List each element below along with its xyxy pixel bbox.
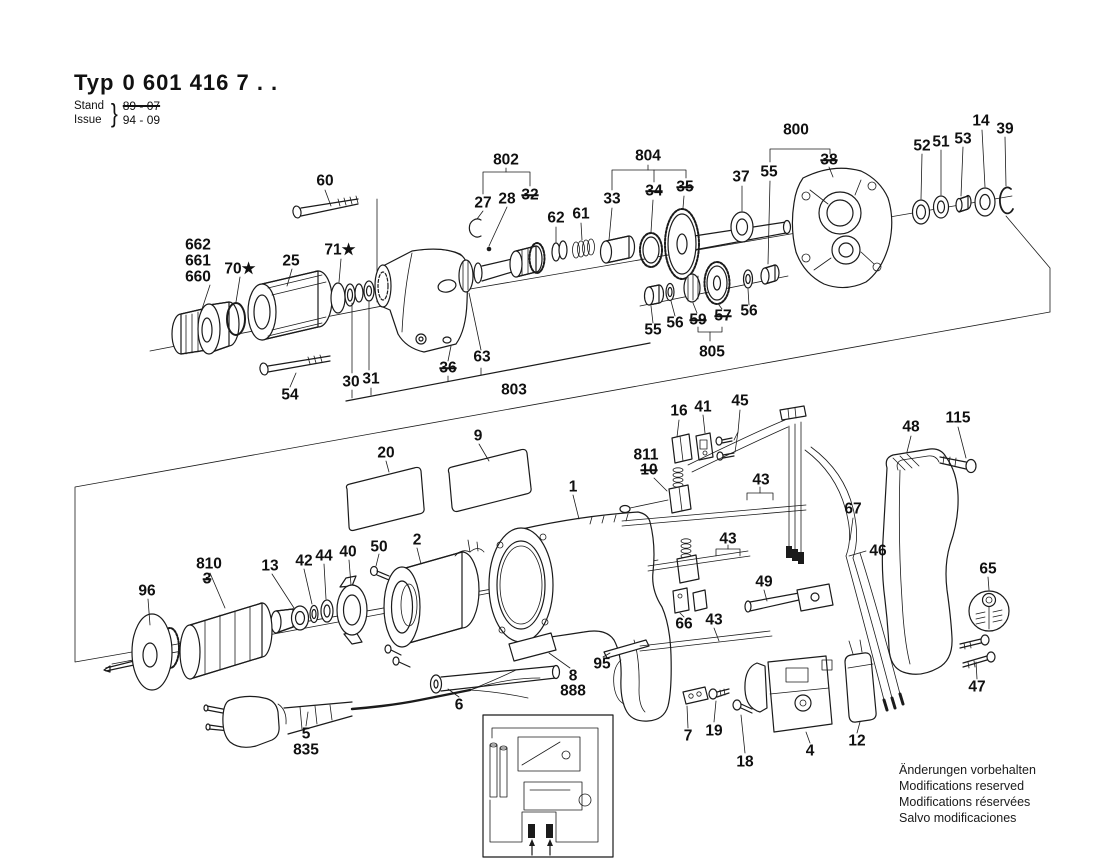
part-callout: 60 [316,172,334,190]
part-callout: 888 [560,682,586,700]
part-callout: 19 [705,722,723,740]
stand-label: Stand [74,100,105,112]
bracket-800 [770,149,830,162]
issue-label: Issue [74,114,102,126]
part-callout: 54 [281,386,299,404]
notice-line-en: Modifications reserved [899,779,1025,793]
part-callout: 1 [568,478,578,496]
part-callout: 53 [954,130,972,148]
part-callout: 9 [473,427,483,445]
part-callout: 33 [603,190,621,208]
stator-2 [384,540,484,667]
part-callout: 31 [362,370,380,388]
doc-header [74,70,278,127]
bearing-37 [731,186,753,242]
part-callout: 34 [645,182,663,200]
part-callout: 804 [635,147,661,165]
part-callout: 43 [705,611,723,629]
notice-line-de: Änderungen vorbehalten [899,763,1036,777]
brace-glyph: } [110,98,118,128]
part-callout: 45 [731,392,749,410]
part-callout: 49 [755,573,773,591]
part-callout: 50 [370,538,388,556]
part-callout: 62 [547,209,565,227]
part-callout: 39 [996,120,1014,138]
brackets-802-804 [483,165,686,194]
part-callout: 47 [968,678,986,696]
part-callout: 56 [740,302,758,320]
spindle-shaft [459,243,545,292]
part-callout: 6 [454,696,464,714]
part-callout: 18 [736,753,754,771]
notice-line-fr: Modifications réservées [899,795,1031,809]
bearing-bracket-40 [337,554,389,644]
part-callout: 67 [844,500,862,518]
intermediate-gear-shaft [645,262,753,341]
brush-holder-16-41-45 [672,410,740,463]
motor-housing-1 [489,495,671,721]
part-callout: 48 [902,418,920,436]
part-callout: 28 [498,190,516,208]
part-callout: 14 [972,112,990,130]
part-callout: 802 [493,151,519,169]
part-callout: 61 [572,205,590,223]
plate-9 [448,444,531,512]
part-callout: 37 [732,168,750,186]
part-callout: 660 [185,268,211,286]
roller-55 [761,181,779,284]
part-callout: 800 [783,121,809,139]
part-callout: 57 [714,307,732,325]
part-callout: 95 [593,655,611,673]
badge-65 [969,577,1009,631]
part-callout: 63 [473,348,491,366]
type-label: Typ [74,70,115,95]
lock-lever-49 [745,584,833,612]
part-callout: 25 [282,252,300,270]
terminal-7-screws [683,687,752,753]
part-callout: 662 [185,236,211,254]
part-callout: 115 [945,409,971,427]
part-callout: 803 [501,381,527,399]
wiring-inset [483,715,613,857]
capacitor-12 [845,640,876,733]
plate-20 [346,461,424,531]
part-callout: 40 [339,543,357,561]
screw-54 [259,355,330,387]
part-callout: 4 [805,742,815,760]
part-callout: 71★ [324,241,356,259]
part-callout: 59 [689,311,707,329]
washers-62-61 [552,223,595,261]
chuck-collar-660 [172,285,239,354]
part-callout: 43 [719,530,737,548]
end-plate-38 [792,167,891,288]
part-callout: 66 [675,615,693,633]
type-title [74,70,278,96]
parts-66 [673,588,707,617]
sleeve-25 [248,269,332,340]
bearing-stack-right [913,130,1014,224]
revision-block [74,99,278,127]
modifications-notice [899,762,1036,826]
part-callout: 36 [439,359,457,377]
part-callout: 835 [293,741,319,759]
part-callout: 70★ [224,260,256,278]
part-callout: 52 [913,137,931,155]
part-callout: 3 [202,570,212,588]
part-callout: 661 [185,252,211,270]
part-callout: 13 [261,557,279,575]
rings-71-30-31 [331,259,374,398]
part-callout: 5 [301,725,311,743]
c-clip-27 [469,207,507,251]
part-callout: 96 [138,582,156,600]
part-callout: 810 [196,555,222,573]
notice-line-es: Salvo modificaciones [899,811,1017,825]
part-callout: 805 [699,343,725,361]
part-callout: 44 [315,547,333,565]
cylinder-33 [601,208,635,263]
part-callout: 27 [474,194,492,212]
part-callout: 10 [640,461,658,479]
handle-shell-48 [882,436,958,674]
type-number: 0 601 416 7 . . [122,70,279,95]
part-callout: 8 [568,667,578,685]
part-callout: 56 [666,314,684,332]
gear-housing [375,249,468,352]
part-callout: 811 [633,446,659,464]
part-callout: 12 [848,732,866,750]
issue-value: 94 - 09 [122,113,161,127]
part-callout: 55 [644,321,662,339]
part-callout: 46 [869,542,887,560]
part-callout: 2 [412,531,422,549]
armature-810 [180,570,297,679]
part-callout: 32 [521,186,539,204]
stand-value: 89 - 07 [122,99,161,113]
screws-47 [960,635,995,679]
part-callout: 20 [377,444,395,462]
part-callout: 51 [932,133,950,151]
switch-4 [745,656,832,743]
part-callout: 43 [752,471,770,489]
part-callout: 35 [676,178,694,196]
part-callout: 42 [295,552,313,570]
part-callout: 7 [683,727,693,745]
part-callout: 30 [342,373,360,391]
part-callout: 65 [979,560,997,578]
power-cord-5 [204,670,540,747]
part-callout: 38 [820,151,838,169]
fan-baffle-96 [104,599,179,690]
part-callout: 16 [670,402,688,420]
part-callout: 41 [694,398,712,416]
part-callout: 55 [760,163,778,181]
